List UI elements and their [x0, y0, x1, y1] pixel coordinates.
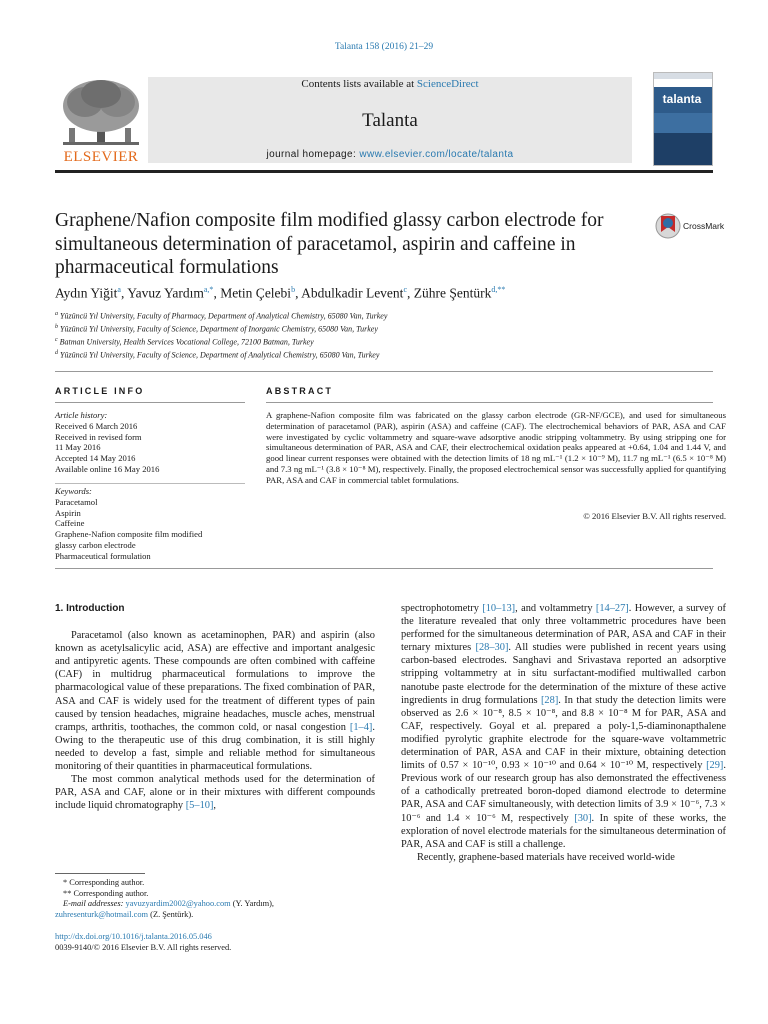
article-title: Graphene/Nafion composite film modified glassy carbon electrode for simultaneous determination of paracetamol, aspirin and caffeine in pharmaceutical formulations: [55, 210, 604, 278]
header-rule: [55, 170, 713, 173]
keyword-item: Aspirin: [55, 507, 81, 518]
affiliation-mark: c: [55, 336, 58, 343]
body-paragraph: Recently, graphene-based materials have received world-wide: [417, 851, 675, 863]
doi-block: [55, 932, 385, 953]
history-label: Article history:: [55, 410, 108, 420]
author-name: Metin Çelebi: [220, 285, 292, 301]
footnote-rule: [55, 873, 145, 874]
author-name: Zühre Şentürk: [413, 285, 492, 301]
keyword-list: [55, 497, 250, 562]
email-link-2[interactable]: zuhresenturk@hotmail.com: [55, 909, 149, 919]
email-line: [55, 899, 385, 910]
homepage-link[interactable]: www.elsevier.com/locate/talanta: [359, 149, 514, 160]
body-paragraph: spectrophotometry [10–13], and voltammetry [14–27]. However, a survey of the literature revealed that only three voltammetric procedures have been performed for the simultaneous determination of PAR, ASA and CAF in their ternary mixtures [28–30]. All studies were published in recent years using carbon-based electrodes. Sanghavi and Srivastava reported an adsorptive stripping voltammetry at in situ surfactant-modified multiwalled carbon nanotube paste electrode for the determination of the mixture of these active ingredients in drug formulations [28]. In that study the detection limits were observed as 2.6 × 10⁻⁸, 8.5 × 10⁻⁸, and 8.8 × 10⁻⁸ M for PAR, ASA and CAF, respectively. Goyal et al. prepared a poly-1,5-diaminonapthalene modified pyrolytic graphite electrode for the square-wave voltammetric determination of PAR, ASA and CAF in their mixture, obtaining detection limits of 0.57 × 10⁻¹⁰, 0.93 × 10⁻¹⁰ and 0.64 × 10⁻¹⁰ M, respectively [29]. Previous work of our research group has also demonstrated the effectiveness of a cathodically pretreated boron-doped diamond electrode to determine PAR, ASA and CAF simultaneously, with detection limits of 3.9 × 10⁻⁶, 7.3 × 10⁻⁶ and 1.4 × 10⁻⁶ M, respectively [30]. In spite of these works, the exploration of novel electrode materials for the simultaneous determination of PAR, ASA and CAF is still a challenge.: [401, 603, 727, 850]
citation-link[interactable]: [28–30]: [475, 642, 509, 654]
citation-link[interactable]: [29]: [706, 760, 724, 772]
citation-link[interactable]: [10–13]: [482, 603, 516, 614]
divider: [55, 402, 245, 403]
contents-line: [148, 78, 632, 90]
crossmark-label: CrossMark: [683, 221, 725, 231]
body-column-left: [55, 602, 375, 812]
journal-cover-image: [653, 72, 713, 166]
footnotes: [55, 878, 385, 920]
keyword-item: Graphene-Nafion composite film modified: [55, 529, 203, 540]
cover-title: talanta: [662, 92, 702, 106]
email-name-2: (Z. Şentürk).: [148, 909, 194, 919]
author-name: Aydın Yiğit: [55, 285, 118, 301]
doi-link[interactable]: http://dx.doi.org/10.1016/j.talanta.2016.05.046: [55, 932, 212, 941]
contents-prefix: Contents lists available at: [301, 78, 417, 90]
citation-link[interactable]: [28]: [540, 694, 559, 706]
journal-title: Talanta: [362, 110, 418, 131]
corresponding-author-2: ** Corresponding author.: [63, 888, 149, 898]
author-name: Abdulkadir Levent: [301, 285, 404, 301]
email-link-1[interactable]: yavuzyardim2002@yahoo.com: [125, 899, 231, 908]
homepage-prefix: journal homepage:: [266, 149, 360, 160]
crossmark-icon: [655, 212, 681, 242]
journal-reference[interactable]: Talanta 158 (2016) 21–29: [334, 42, 434, 52]
affiliation-mark: b: [55, 323, 58, 330]
history-item: Available online 16 May 2016: [55, 463, 160, 474]
citation-link[interactable]: [14–27]: [595, 603, 629, 614]
article-history: [55, 410, 250, 475]
email-label: E-mail addresses:: [63, 899, 126, 908]
affiliation-list: [55, 309, 715, 361]
body-column-right: [401, 602, 726, 864]
citation-link[interactable]: [5–10]: [185, 800, 214, 812]
affiliation-item: $^b$ Yüzüncü Yıl University, Faculty of Science, Department of Inorganic Chemistry, 65080 Van, Turkey: [55, 323, 378, 334]
author-affiliation-mark[interactable]: d,**: [491, 285, 506, 294]
body-paragraph: Paracetamol (also known as acetaminophen, PAR) and aspirin (also known as acetylsalicylic acid, ASA) are effective and important analgesic and antipyretic agents. These compounds are often combined with caffeine (CAF) in multidrug pharmaceutical formulations to improve the pharmacological value of these preparations. The fixed combination of PAR, ASA and CAF is widely used for the treatment of different types of pain caused by tension headaches, migraine headaches, muscle aches, menstrual cramps, arthritis, toothaches, the common cold, or nasal congestion [1–4]. Owing to the therapeutic use of this drug combination, it is still highly needed to develop a fast, simple and reliable method for simultaneous monitoring of their quantities in pharmaceutical formulations.: [55, 630, 375, 773]
author-list: Aydın Yiğit$^a$, Yavuz Yardım$^{a,*}$, Metin Çelebi$^b$, Abdulkadir Levent$^c$, Zühre Şentürk$^{d,**}$: [55, 285, 506, 301]
email-line-2: [55, 910, 385, 921]
divider: [55, 568, 713, 569]
keywords-label: Keywords:: [55, 486, 92, 496]
affiliation-mark: d: [55, 349, 58, 356]
author-affiliation-mark[interactable]: a,*: [203, 285, 214, 294]
citation-link[interactable]: [30]: [574, 812, 592, 824]
divider: [266, 402, 713, 403]
elsevier-wordmark: ELSEVIER: [63, 149, 139, 165]
affiliation-item: $^a$ Yüzüncü Yıl University, Faculty of Pharmacy, Department of Analytical Chemistry, 65080 Van, Turkey: [55, 311, 388, 321]
article-info-heading: ARTICLE INFO: [55, 386, 145, 396]
author-affiliation-mark[interactable]: a: [117, 285, 121, 294]
affiliation-item: $^c$ Batman University, Health Services Vocational College, 72100 Batman, Turkey: [55, 336, 314, 347]
sciencedirect-link[interactable]: ScienceDirect: [416, 78, 479, 90]
abstract-copyright: © 2016 Elsevier B.V. All rights reserved.: [583, 511, 726, 521]
history-item: Received 6 March 2016: [55, 420, 138, 431]
keyword-item: Paracetamol: [55, 496, 98, 507]
issn-line: 0039-9140/© 2016 Elsevier B.V. All rights reserved.: [55, 942, 232, 952]
author-affiliation-mark[interactable]: b: [291, 285, 296, 294]
abstract-heading: ABSTRACT: [266, 386, 334, 396]
author-name: Yavuz Yardım: [127, 285, 204, 301]
history-item: Received in revised form: [55, 431, 142, 442]
right-paragraphs: [401, 602, 726, 864]
citation-link[interactable]: [1–4]: [349, 721, 373, 733]
crossmark-badge[interactable]: [655, 212, 729, 242]
history-item: 11 May 2016: [55, 442, 101, 453]
keyword-item: Pharmaceutical formulation: [55, 550, 151, 561]
divider: [55, 371, 713, 372]
corresponding-author-1: * Corresponding author.: [63, 878, 145, 887]
abstract-text: A graphene-Nafion composite film was fabricated on the glassy carbon electrode (GR-NF/GCE), and used for simultaneous determination of paracetamol (PAR), aspirin (ASA) and caffeine (CAF). The electrochemical behaviors of PAR, ASA and CAF were investigated by cyclic voltammetry and square-wave adsorptive anodic stripping voltammetry. By using stripping one for simultaneous determination of PAR, ASA and CAF, their electrochemical oxidation peaks appeared at +0.64, 1.04 and 1.44 V, and good linear current responses were obtained with the detection limits of 18 ng mL⁻¹ (1.2 × 10⁻⁹ M), 11.7 ng mL⁻¹ (6.5 × 10⁻⁸ M) and 7.3 ng mL⁻¹ (3.8 × 10⁻⁸ M), respectively. Finally, the proposed electrochemical sensor was successfully applied for quantifying PAR, ASA and CAF in commercial tablet formulations.: [266, 410, 726, 485]
keywords-block: [55, 486, 250, 562]
left-paragraphs: [55, 629, 375, 812]
affiliation-mark: a: [55, 311, 58, 317]
homepage-line: [148, 149, 632, 160]
divider: [55, 483, 245, 484]
affiliation-item: $^d$ Yüzüncü Yıl University, Faculty of Science, Department of Analytical Chemistry, 65080 Van, Turkey: [55, 349, 380, 360]
history-item: Accepted 14 May 2016: [55, 453, 136, 464]
keyword-item: Caffeine: [55, 518, 85, 529]
history-list: [55, 421, 250, 475]
journal-masthead: [55, 72, 713, 165]
email-name-1: (Y. Yardım),: [230, 899, 275, 908]
body-paragraph: The most common analytical methods used for the determination of PAR, ASA and CAF, alone or in their mixtures with different compounds include liquid chromatography [5–10],: [55, 774, 375, 812]
author-affiliation-mark[interactable]: c: [403, 285, 407, 294]
section-heading: 1. Introduction: [55, 603, 125, 614]
keyword-item: glassy carbon electrode: [55, 539, 136, 550]
